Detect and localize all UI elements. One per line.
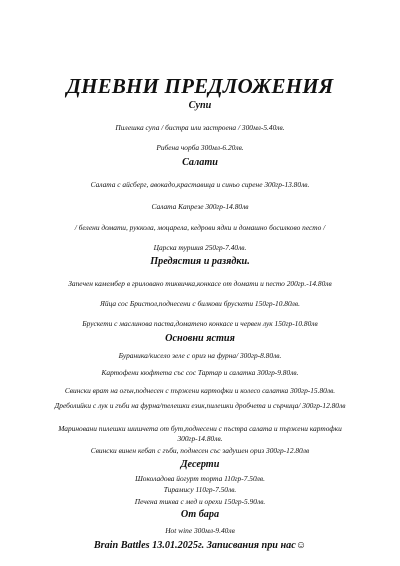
footer-event-note: Brain Battles 13.01.2025г. Записвания при нас☺ [93, 540, 307, 551]
section-heading-salads: Салати [182, 157, 218, 168]
menu-item: Яйца сос Бристол,поднесени с билкови брускети 150гр-10.80лв. [100, 299, 300, 308]
menu-item: / белени домати, руккола, моцарела, кедрови ядки и домашно босилково песто / [74, 223, 326, 232]
menu-item: Дреболийки с лук и гъби на фурна/телешки език,пилешки дробчета и сърчица/ 300гр-12.80лв [54, 401, 346, 410]
section-heading-bar: От бара [180, 509, 220, 520]
menu-item: Бураника/кисело зеле с ориз на фурна/ 300гр-8.80лв. [118, 351, 282, 360]
menu-item: Пилешка супа / бистра или застроена / 300мл-5.40лв. [115, 123, 285, 132]
menu-item: Свински врат на огън,поднесен с пържени картофки и колесо салатка 300гр-15.80лв. [64, 386, 336, 395]
menu-item: Салата Капрезе 300гр-14.80лв [151, 202, 249, 211]
section-heading-mains: Основни ястия [165, 333, 235, 344]
menu-item: Брускети с маслинова паста,доматено конкасе и червен лук 150гр-10.80лв [82, 319, 318, 328]
menu-item: Картофени кюфтета със сос Тартар и салатка 300гр-9.80лв. [101, 368, 299, 377]
menu-item: Шоколадова йогурт торта 110гр-7.50лв. [135, 474, 265, 483]
menu-item: Салата с айсберг, авокадо,краставица и синьо сирене 300гр-13.80лв. [90, 180, 310, 189]
menu-item: Запечен камембер в гриловано тиквичка,конкасе от домати и песто 200гр.-14.80лв [68, 279, 332, 288]
section-heading-desserts: Десерти [180, 459, 220, 470]
page-title: ДНЕВНИ ПРЕДЛОЖЕНИЯ [66, 74, 334, 98]
section-heading-starters: Предястия и разядки. [150, 256, 250, 267]
menu-item: Мариновани пилешки шишчета от бут,поднесени с пъстра салата и пържени картофки 300гр-14.80лв. [58, 424, 342, 443]
menu-item: Свински винен кебап с гъби, поднесен със задушен ориз 300гр-12.80лв [90, 446, 310, 455]
menu-item: Печена тиква с мед и орехи 150гр-5.90лв. [134, 497, 266, 506]
menu-item: Тирамису 110гр-7.50лв. [163, 485, 237, 494]
menu-item: Царска туршия 250гр-7.40лв. [153, 243, 247, 252]
menu-item: Рибена чорба 300мл-6.20лв. [156, 143, 244, 152]
section-heading-soups: Супи [188, 100, 212, 111]
menu-item: Hot wine 300мл-9.40лв [165, 526, 235, 535]
